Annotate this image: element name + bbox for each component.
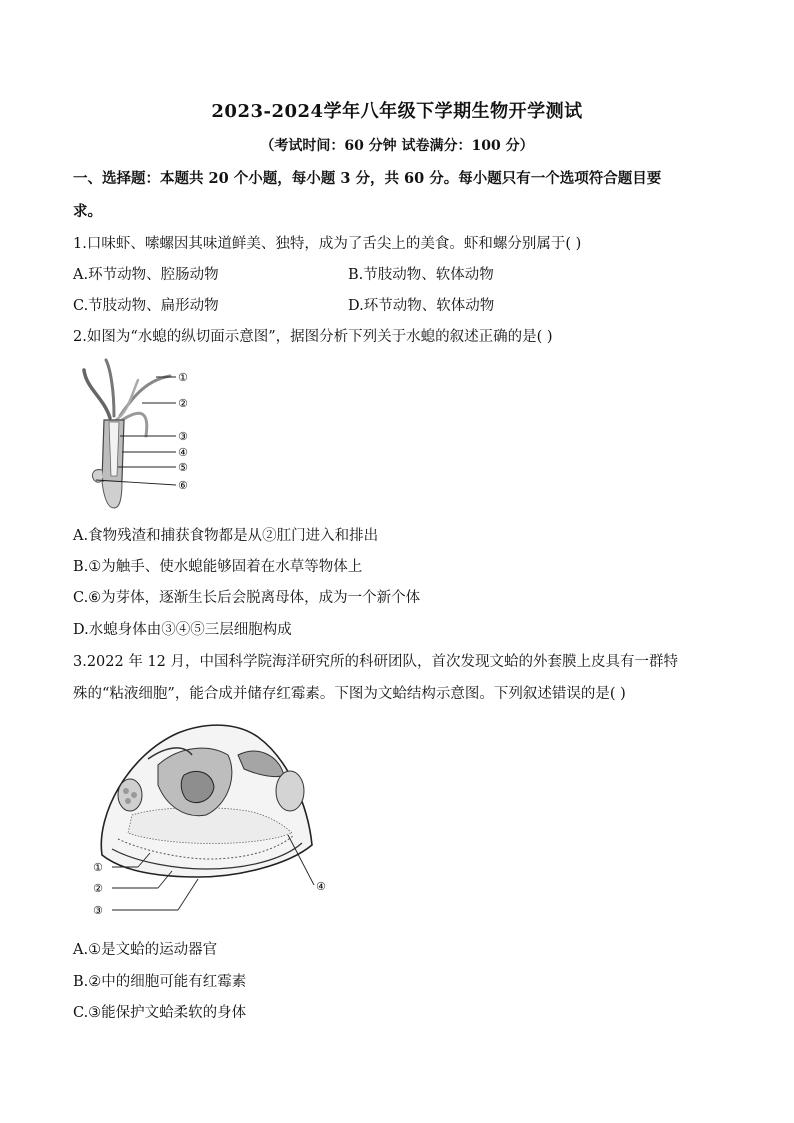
section-heading: 一、选择题：本题共 20 个小题，每小题 3 分，共 60 分。每小题只有一个选项符合题目要	[73, 170, 662, 187]
q3-option-b: B.②中的细胞可能有红霉素	[73, 974, 247, 990]
question-1-stem: 1.口味虾、嗦螺因其味道鲜美、独特，成为了舌尖上的美食。虾和螺分别属于( )	[73, 236, 582, 252]
q1-option-c: C.节肢动物、扁形动物	[73, 298, 219, 314]
section-heading-cont: 求。	[73, 203, 102, 220]
question-2-stem: 2.如图为“水螅的纵切面示意图”，据图分析下列关于水螅的叙述正确的是( )	[73, 329, 553, 345]
clam-label-2: ②	[93, 882, 103, 895]
q1-option-d: D.环节动物、软体动物	[348, 298, 495, 314]
hydra-label-5: ⑤	[178, 461, 188, 474]
hydra-label-2: ②	[178, 397, 188, 410]
hydra-label-6: ⑥	[178, 479, 188, 492]
q2-option-d: D.水螅身体由③④⑤三层细胞构成	[73, 622, 292, 638]
hydra-diagram	[76, 358, 206, 513]
clam-label-4: ④	[316, 880, 326, 893]
clam-label-1: ①	[93, 861, 103, 874]
question-3-stem: 3.2022 年 12 月，中国科学院海洋研究所的科研团队，首次发现文蛤的外套膜上皮具有一群特	[73, 654, 679, 670]
q2-option-a: A.食物残渣和捕获食物都是从②肛门进入和排出	[73, 528, 379, 544]
q1-option-a: A.环节动物、腔肠动物	[73, 267, 219, 283]
clam-label-3: ③	[93, 904, 103, 917]
hydra-label-1: ①	[178, 371, 188, 384]
q1-option-b: B.节肢动物、软体动物	[348, 267, 494, 283]
q2-option-c: C.⑥为芽体，逐渐生长后会脱离母体，成为一个新个体	[73, 590, 421, 606]
question-3-stem-cont: 殊的“粘液细胞”，能合成并储存红霉素。下图为文蛤结构示意图。下列叙述错误的是( )	[73, 686, 626, 702]
hydra-label-4: ④	[178, 446, 188, 459]
exam-info: （考试时间：60 分钟 试卷满分：100 分）	[260, 138, 534, 154]
q3-option-c: C.③能保护文蛤柔软的身体	[73, 1005, 247, 1021]
clam-diagram	[88, 715, 338, 920]
q2-option-b: B.①为触手、使水螅能够固着在水草等物体上	[73, 559, 363, 575]
q3-option-a: A.①是文蛤的运动器官	[73, 942, 218, 958]
hydra-label-3: ③	[178, 430, 188, 443]
page-title: 2023-2024学年八年级下学期生物开学测试	[211, 101, 583, 122]
